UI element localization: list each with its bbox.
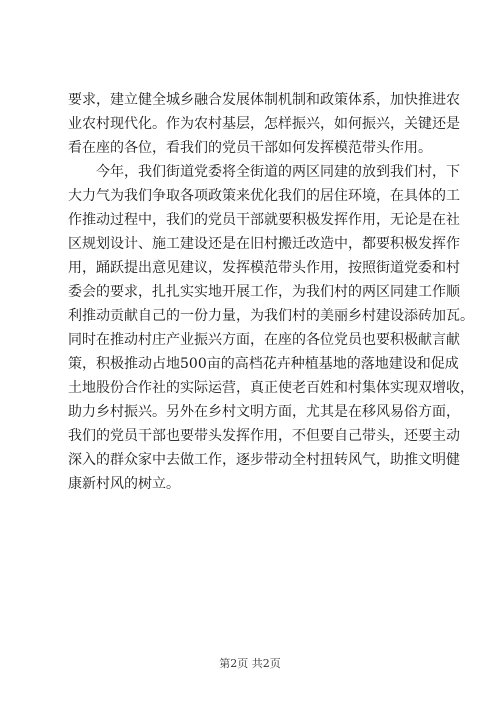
paragraph-2 <box>68 160 474 496</box>
paragraph-line: 今年，我们街道党委将全街道的两区同建的放到我们村，下 <box>96 164 460 180</box>
paragraph-line: 助力乡村振兴。另外在乡村文明方面，尤其是在移风易俗方面， <box>68 404 460 420</box>
paragraph-line: 大力气为我们争取各项政策来优化我们的居住环境，在具体的工 <box>68 188 460 204</box>
page-number-footer: 第2页 共2页 <box>219 657 281 670</box>
paragraph-line: 同时在推动村庄产业振兴方面，在座的各位党员也要积极献言献 <box>68 332 460 348</box>
paragraph-line: 委会的要求，扎扎实实地开展工作，为我们村的两区同建工作顺 <box>68 284 460 300</box>
paragraph-line: 区规划设计、施工建设还是在旧村搬迁改造中，都要积极发挥作 <box>68 236 460 252</box>
document-body <box>68 88 474 496</box>
paragraph-line: 康新村风的树立。 <box>68 476 180 492</box>
paragraph-line: 深入的群众家中去做工作，逐步带动全村扭转风气，助推文明健 <box>68 452 460 468</box>
paragraph-line: 看在座的各位，看我们的党员干部如何发挥模范带头作用。 <box>68 140 432 156</box>
paragraph-line: 策，积极推动占地500亩的高档花卉种植基地的落地建设和促成 <box>68 356 459 372</box>
paragraph-line: 要求，建立健全城乡融合发展体制机制和政策体系，加快推进农 <box>68 92 460 108</box>
paragraph-line: 作推动过程中，我们的党员干部就要积极发挥作用，无论是在社 <box>68 212 460 228</box>
paragraph-line: 业农村现代化。作为农村基层，怎样振兴，如何振兴，关键还是 <box>68 116 460 132</box>
paragraph-line: 利推动贡献自己的一份力量，为我们村的美丽乡村建设添砖加瓦。 <box>68 308 474 324</box>
paragraph-line: 土地股份合作社的实际运营，真正使老百姓和村集体实现双增收， <box>68 380 474 396</box>
paragraph-1 <box>68 88 460 160</box>
paragraph-line: 我们的党员干部也要带头发挥作用，不但要自己带头，还要主动 <box>68 428 460 444</box>
paragraph-line: 用，踊跃提出意见建议，发挥模范带头作用，按照街道党委和村 <box>68 260 460 276</box>
